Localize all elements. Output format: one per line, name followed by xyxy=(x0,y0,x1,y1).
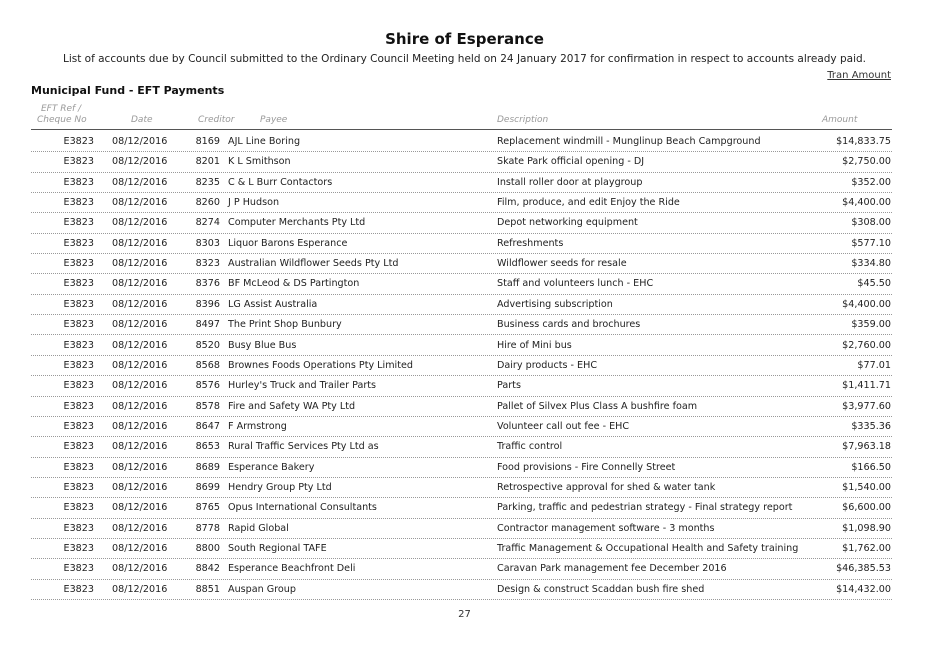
cell-description: Install roller door at playgroup xyxy=(497,176,643,188)
table-row xyxy=(0,397,929,417)
cell-date: 08/12/2016 xyxy=(112,237,168,249)
cell-description: Pallet of Silvex Plus Class A bushfire foam xyxy=(497,400,698,412)
cell-creditor: 8800 xyxy=(195,543,220,554)
cell-description: Film, produce, and edit Enjoy the Ride xyxy=(497,197,680,209)
cell-ref: E3823 xyxy=(63,359,94,371)
header-description: Description xyxy=(497,115,549,125)
cell-creditor: 8568 xyxy=(195,359,220,371)
cell-ref: E3823 xyxy=(63,441,94,453)
cell-creditor: 8201 xyxy=(195,156,220,168)
tran-amount-label: Tran Amount xyxy=(827,70,891,81)
cell-creditor: 8765 xyxy=(195,502,220,514)
cell-date: 08/12/2016 xyxy=(112,258,168,270)
cell-description: Traffic control xyxy=(497,441,563,453)
cell-creditor: 8274 xyxy=(195,217,220,229)
cell-date: 08/12/2016 xyxy=(112,217,168,229)
cell-creditor: 8578 xyxy=(195,400,220,412)
cell-date: 08/12/2016 xyxy=(112,583,168,595)
document-title: Shire of Esperance xyxy=(385,30,544,48)
table-row xyxy=(0,519,929,539)
table-row xyxy=(0,580,929,600)
cell-description: Retrospective approval for shed & water tank xyxy=(497,481,716,493)
section-title: Municipal Fund - EFT Payments xyxy=(31,84,225,97)
header-ref-line1: EFT Ref / xyxy=(41,104,82,114)
cell-payee: Fire and Safety WA Pty Ltd xyxy=(228,400,356,412)
header-ref-line2: Cheque No xyxy=(37,115,87,125)
cell-ref: E3823 xyxy=(63,543,94,554)
cell-ref: E3823 xyxy=(63,176,94,188)
cell-description: Parking, traffic and pedestrian strategy - Final strategy report xyxy=(497,502,793,514)
cell-payee: Auspan Group xyxy=(228,583,296,595)
table-row xyxy=(0,437,929,457)
table-row xyxy=(0,193,929,213)
cell-payee: Opus International Consultants xyxy=(228,502,377,514)
cell-creditor: 8396 xyxy=(195,298,220,310)
cell-payee: BF McLeod & DS Partington xyxy=(228,278,360,290)
cell-date: 08/12/2016 xyxy=(112,400,168,412)
cell-creditor: 8303 xyxy=(195,237,220,249)
cell-ref: E3823 xyxy=(63,380,94,392)
cell-description: Hire of Mini bus xyxy=(497,339,572,351)
table-row xyxy=(0,274,929,294)
table-row xyxy=(0,417,929,437)
cell-payee: Hurley's Truck and Trailer Parts xyxy=(228,380,377,392)
cell-date: 08/12/2016 xyxy=(112,522,168,534)
cell-payee: C & L Burr Contactors xyxy=(228,176,333,188)
cell-ref: E3823 xyxy=(63,339,94,351)
cell-date: 08/12/2016 xyxy=(112,420,168,432)
header-date: Date xyxy=(131,115,153,125)
header-rule xyxy=(31,129,892,130)
cell-creditor: 8576 xyxy=(195,380,220,392)
cell-amount: $2,750.00 xyxy=(842,156,891,168)
table-row xyxy=(0,458,929,478)
cell-date: 08/12/2016 xyxy=(112,176,168,188)
cell-payee: Busy Blue Bus xyxy=(228,339,297,351)
cell-ref: E3823 xyxy=(63,217,94,229)
cell-payee: LG Assist Australia xyxy=(228,298,318,310)
table-row xyxy=(0,478,929,498)
cell-creditor: 8689 xyxy=(195,461,220,473)
cell-ref: E3823 xyxy=(63,522,94,534)
cell-payee: Australian Wildflower Seeds Pty Ltd xyxy=(228,258,399,270)
cell-amount: $335.36 xyxy=(851,420,891,432)
cell-creditor: 8778 xyxy=(195,522,220,534)
cell-description: Design & construct Scaddan bush fire shed xyxy=(497,583,705,595)
cell-amount: $334.80 xyxy=(851,258,891,270)
cell-description: Refreshments xyxy=(497,237,564,249)
cell-description: Business cards and brochures xyxy=(497,319,641,331)
cell-amount: $1,762.00 xyxy=(842,543,891,554)
cell-ref: E3823 xyxy=(63,197,94,209)
cell-date: 08/12/2016 xyxy=(112,359,168,371)
cell-creditor: 8323 xyxy=(195,258,220,270)
cell-ref: E3823 xyxy=(63,583,94,595)
cell-creditor: 8842 xyxy=(195,563,220,575)
cell-amount: $6,600.00 xyxy=(842,502,891,514)
cell-amount: $308.00 xyxy=(851,217,891,229)
page-number: 27 xyxy=(458,609,471,620)
cell-amount: $7,963.18 xyxy=(842,441,891,453)
cell-date: 08/12/2016 xyxy=(112,319,168,331)
cell-amount: $577.10 xyxy=(851,237,891,249)
header-creditor: Creditor xyxy=(198,115,235,125)
cell-amount: $4,400.00 xyxy=(842,298,891,310)
cell-date: 08/12/2016 xyxy=(112,278,168,290)
cell-description: Volunteer call out fee - EHC xyxy=(497,420,630,432)
cell-amount: $4,400.00 xyxy=(842,197,891,209)
cell-date: 08/12/2016 xyxy=(112,136,168,147)
table-row xyxy=(0,376,929,396)
cell-amount: $1,098.90 xyxy=(842,522,891,534)
document-subtitle: List of accounts due by Council submitted to the Ordinary Council Meeting held on 24 January 2017 for confirmation in respect to accounts already paid. xyxy=(62,53,867,65)
cell-payee: AJL Line Boring xyxy=(228,136,301,147)
cell-date: 08/12/2016 xyxy=(112,197,168,209)
cell-payee: Hendry Group Pty Ltd xyxy=(228,481,332,493)
cell-creditor: 8653 xyxy=(195,441,220,453)
cell-date: 08/12/2016 xyxy=(112,502,168,514)
cell-amount: $77.01 xyxy=(857,359,891,371)
cell-description: Parts xyxy=(497,380,521,392)
cell-date: 08/12/2016 xyxy=(112,461,168,473)
cell-ref: E3823 xyxy=(63,258,94,270)
table-row xyxy=(0,498,929,518)
cell-payee: Rural Traffic Services Pty Ltd as xyxy=(228,441,379,453)
cell-payee: South Regional TAFE xyxy=(228,543,327,554)
cell-date: 08/12/2016 xyxy=(112,441,168,453)
cell-description: Caravan Park management fee December 2016 xyxy=(497,563,727,575)
cell-amount: $2,760.00 xyxy=(842,339,891,351)
table-row xyxy=(0,295,929,315)
table-row xyxy=(0,539,929,559)
cell-date: 08/12/2016 xyxy=(112,563,168,575)
table-row xyxy=(0,234,929,254)
cell-ref: E3823 xyxy=(63,298,94,310)
cell-payee: J P Hudson xyxy=(228,197,280,209)
cell-ref: E3823 xyxy=(63,136,94,147)
cell-creditor: 8235 xyxy=(195,176,220,188)
cell-amount: $45.50 xyxy=(857,278,891,290)
cell-description: Food provisions - Fire Connelly Street xyxy=(497,461,676,473)
table-row xyxy=(0,173,929,193)
cell-ref: E3823 xyxy=(63,563,94,575)
cell-payee: Rapid Global xyxy=(228,522,289,534)
cell-ref: E3823 xyxy=(63,156,94,168)
cell-payee: Esperance Bakery xyxy=(228,461,315,473)
cell-creditor: 8169 xyxy=(195,136,220,147)
cell-description: Contractor management software - 3 months xyxy=(497,522,715,534)
table-row xyxy=(0,356,929,376)
cell-date: 08/12/2016 xyxy=(112,298,168,310)
cell-payee: Brownes Foods Operations Pty Limited xyxy=(228,359,413,371)
cell-payee: The Print Shop Bunbury xyxy=(228,319,342,331)
cell-payee: K L Smithson xyxy=(228,156,291,168)
cell-creditor: 8851 xyxy=(195,583,220,595)
cell-ref: E3823 xyxy=(63,319,94,331)
cell-ref: E3823 xyxy=(63,461,94,473)
cell-amount: $14,432.00 xyxy=(836,583,891,595)
header-amount: Amount xyxy=(822,115,858,125)
cell-creditor: 8497 xyxy=(195,319,220,331)
cell-ref: E3823 xyxy=(63,481,94,493)
cell-creditor: 8260 xyxy=(195,197,220,209)
cell-description: Staff and volunteers lunch - EHC xyxy=(497,278,654,290)
cell-payee: Esperance Beachfront Deli xyxy=(228,563,356,575)
cell-creditor: 8699 xyxy=(195,481,220,493)
cell-amount: $166.50 xyxy=(851,461,891,473)
cell-description: Dairy products - EHC xyxy=(497,359,598,371)
cell-ref: E3823 xyxy=(63,237,94,249)
cell-date: 08/12/2016 xyxy=(112,481,168,493)
cell-description: Wildflower seeds for resale xyxy=(497,258,627,270)
cell-ref: E3823 xyxy=(63,420,94,432)
table-row xyxy=(0,254,929,274)
cell-description: Skate Park official opening - DJ xyxy=(497,156,645,168)
cell-description: Traffic Management & Occupational Health and Safety training xyxy=(497,543,799,554)
cell-date: 08/12/2016 xyxy=(112,339,168,351)
cell-amount: $359.00 xyxy=(851,319,891,331)
table-row xyxy=(0,336,929,356)
cell-description: Advertising subscription xyxy=(497,298,613,310)
table-row xyxy=(0,152,929,172)
cell-amount: $352.00 xyxy=(851,176,891,188)
cell-description: Depot networking equipment xyxy=(497,217,638,229)
table-row xyxy=(0,315,929,335)
cell-date: 08/12/2016 xyxy=(112,380,168,392)
cell-amount: $3,977.60 xyxy=(842,400,891,412)
header-payee: Payee xyxy=(260,115,288,125)
cell-amount: $1,411.71 xyxy=(842,380,891,392)
table-row xyxy=(0,213,929,233)
cell-date: 08/12/2016 xyxy=(112,156,168,168)
cell-ref: E3823 xyxy=(63,400,94,412)
cell-creditor: 8376 xyxy=(195,278,220,290)
cell-date: 08/12/2016 xyxy=(112,543,168,554)
cell-creditor: 8520 xyxy=(195,339,220,351)
cell-ref: E3823 xyxy=(63,502,94,514)
cell-payee: Computer Merchants Pty Ltd xyxy=(228,217,366,229)
table-row xyxy=(0,559,929,579)
cell-creditor: 8647 xyxy=(195,420,220,432)
cell-amount: $1,540.00 xyxy=(842,481,891,493)
cell-amount: $14,833.75 xyxy=(836,136,891,147)
cell-payee: Liquor Barons Esperance xyxy=(228,237,348,249)
cell-description: Replacement windmill - Munglinup Beach Campground xyxy=(497,136,761,147)
cell-amount: $46,385.53 xyxy=(836,563,891,575)
cell-ref: E3823 xyxy=(63,278,94,290)
table-row xyxy=(0,132,929,152)
cell-payee: F Armstrong xyxy=(228,420,287,432)
